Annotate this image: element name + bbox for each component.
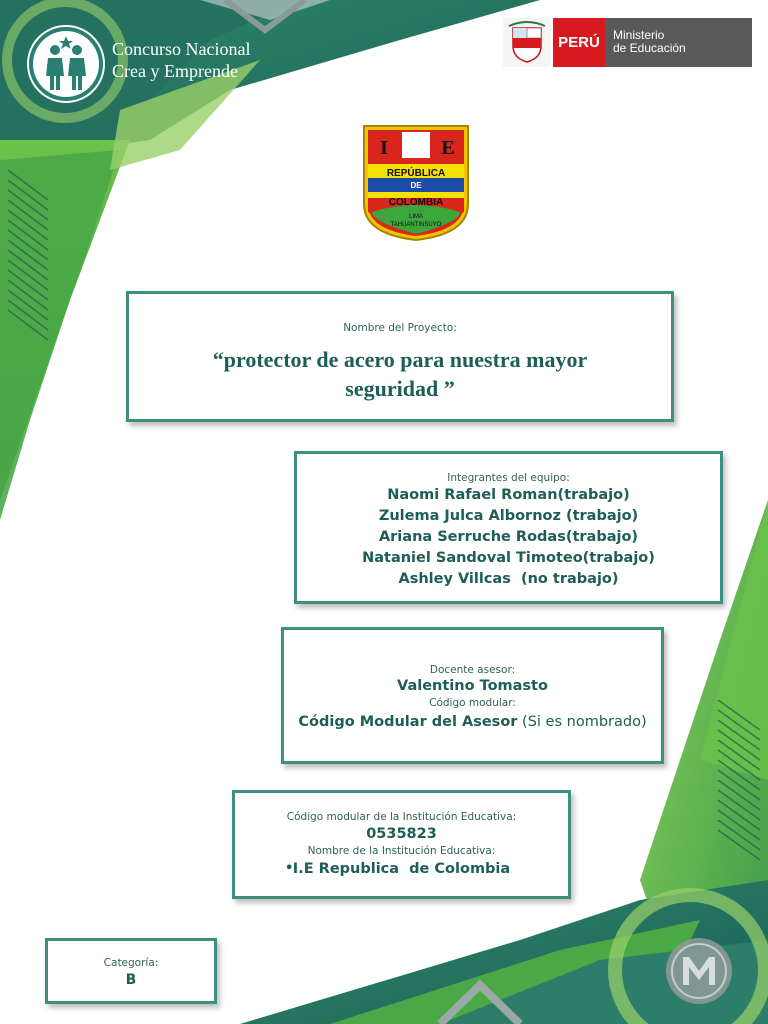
- crest-line3: COLOMBIA: [388, 197, 444, 208]
- teacher-box: [281, 627, 664, 764]
- crest-letter-right: E: [441, 137, 455, 159]
- crest-line5: TAHUANTINSUYO: [390, 222, 442, 228]
- peru-label: PERÚ: [553, 18, 605, 67]
- school-box: [232, 790, 571, 899]
- team-member: Zulema Julca Albornoz (trabajo): [378, 508, 639, 524]
- peru-shield-icon: [503, 18, 551, 67]
- crest-line4: LIMA: [408, 214, 424, 220]
- project-title: “protector de acero para nuestra mayor seguridad ”: [212, 347, 588, 401]
- contest-logo: [26, 24, 106, 104]
- teacher-code: [284, 710, 661, 734]
- teacher-name: Valentino Tomasto: [397, 678, 548, 694]
- category-box: [45, 938, 217, 1004]
- school-name-label: Nombre de la Institución Educativa:: [307, 845, 496, 857]
- contest-title: [112, 38, 250, 82]
- teacher-code-note: (Si es nombrado): [517, 714, 647, 730]
- team-member: Naomi Rafael Roman(trabajo): [387, 487, 630, 503]
- category-label: Categoría:: [103, 957, 159, 969]
- project-label: Nombre del Proyecto:: [343, 322, 457, 334]
- crest-line2: DE: [410, 181, 422, 190]
- ministry-label: [605, 18, 752, 67]
- teacher-code-label: Código modular:: [429, 697, 516, 709]
- school-code-label: Código modular de la Institución Educativa:: [286, 811, 517, 823]
- teacher-code-value: Código Modular del Asesor: [298, 714, 518, 730]
- crest-line1: REPÚBLICA: [386, 168, 446, 179]
- contest-title-line1: Concurso Nacional: [112, 39, 251, 59]
- ministry-line1: Ministerio: [613, 28, 665, 42]
- crest-letter-left: I: [380, 137, 388, 159]
- team-label: Integrantes del equipo:: [447, 472, 570, 484]
- school-name: [235, 858, 568, 880]
- team-box: [294, 451, 723, 604]
- bullet-icon: •: [285, 861, 294, 876]
- category-value: B: [125, 972, 137, 988]
- ministry-logo: [503, 18, 752, 67]
- m-logo-icon: [663, 935, 735, 1007]
- ministry-line2: de Educación: [613, 41, 686, 55]
- contest-title-line2: Crea y Emprende: [112, 61, 238, 81]
- school-name-value: I.E Republica de Colombia: [292, 861, 511, 877]
- school-code-value: 0535823: [366, 826, 437, 842]
- teacher-label: Docente asesor:: [429, 664, 516, 676]
- team-member: Ariana Serruche Rodas(trabajo): [378, 529, 639, 545]
- team-member: Nataniel Sandoval Timoteo(trabajo): [362, 550, 655, 566]
- project-box: [126, 291, 674, 422]
- school-crest: [362, 124, 470, 242]
- team-member: Ashley Villcas (no trabajo): [398, 571, 619, 587]
